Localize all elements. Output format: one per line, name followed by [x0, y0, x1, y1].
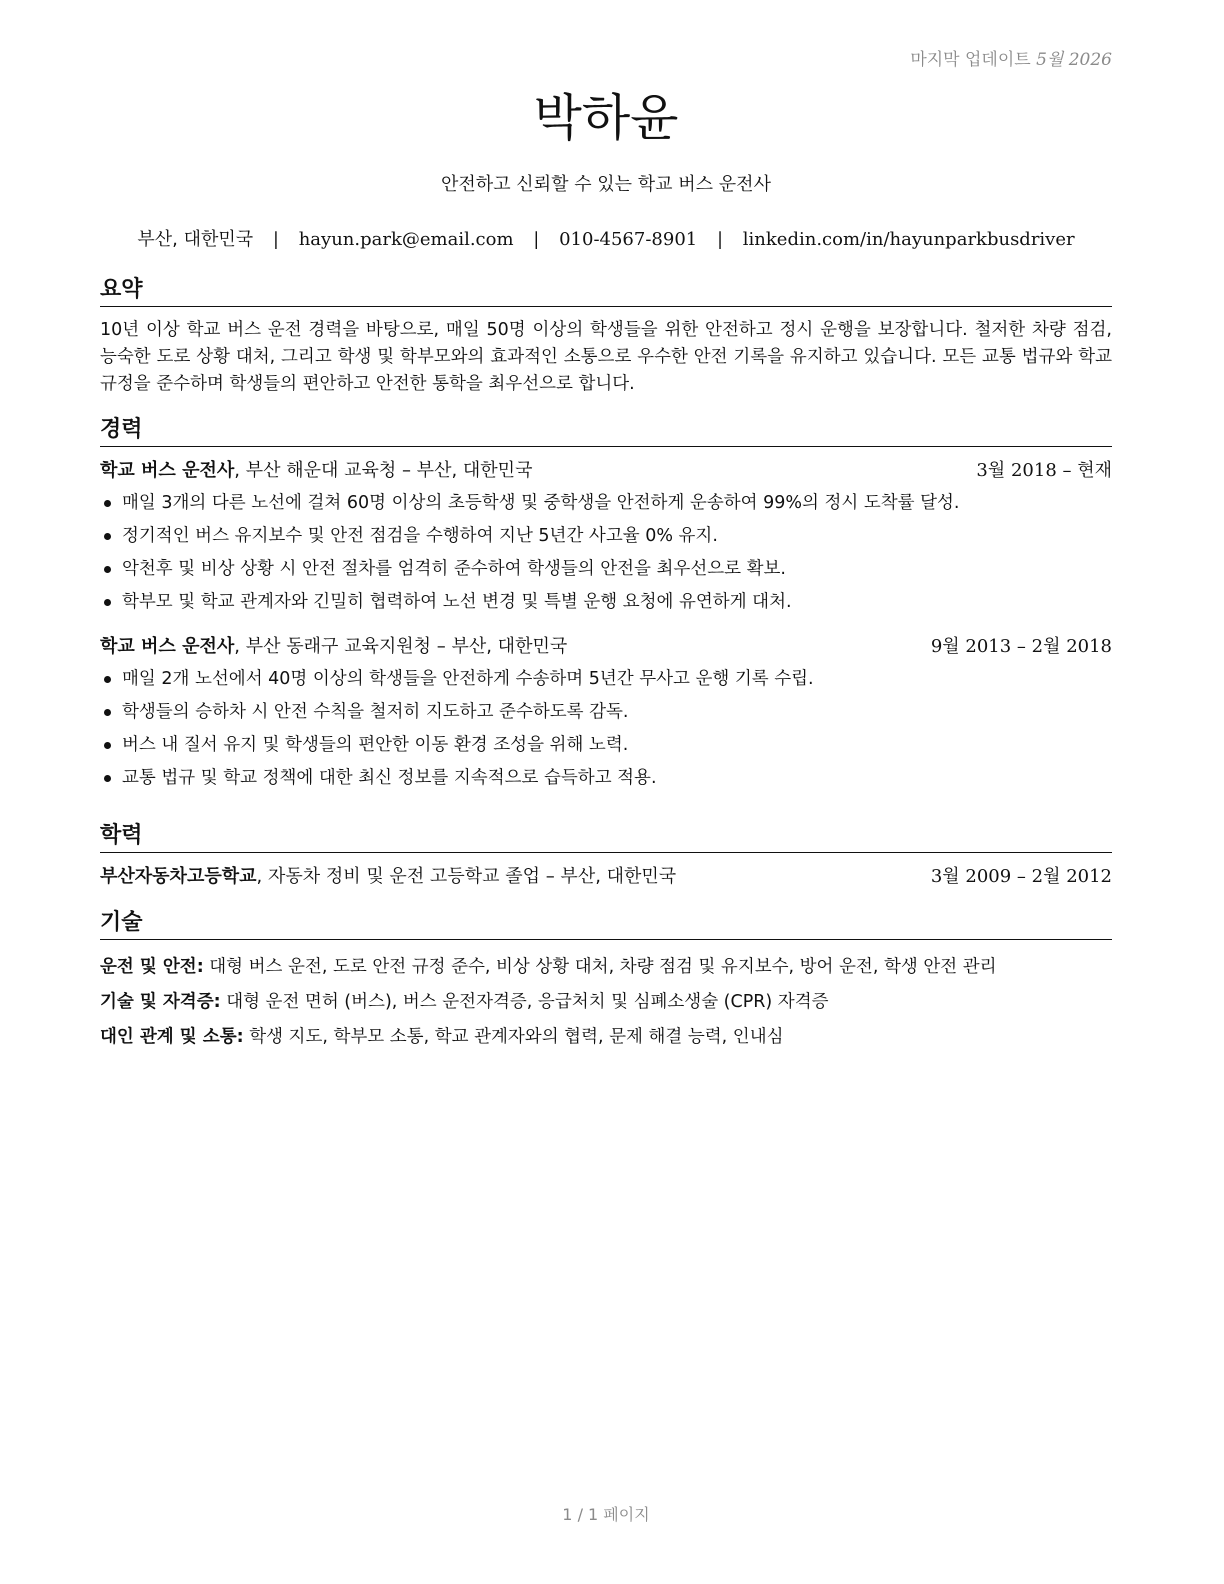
job-org: , 부산 동래구 교육지원청 – 부산, 대한민국	[234, 636, 568, 657]
summary-section	[100, 276, 1112, 398]
job-bullet: 매일 3개의 다른 노선에 걸쳐 60명 이상의 초등학생 및 중학생을 안전하게 운송하여 99%의 정시 도착률 달성.	[100, 487, 1112, 520]
contact-linkedin[interactable]: linkedin.com/in/hayunparkbusdriver	[742, 229, 1075, 250]
contact-separator: |	[716, 229, 724, 250]
contact-separator: |	[272, 229, 279, 250]
skill-label: 운전 및 안전:	[100, 957, 204, 977]
section-title-skills: 기술	[100, 909, 1112, 940]
job-bullet: 버스 내 질서 유지 및 학생들의 편안한 이동 환경 조성을 위해 노력.	[100, 729, 1112, 762]
education-school: 부산자동차고등학교	[100, 866, 257, 887]
job-dates: 9월 2013 – 2월 2018	[930, 636, 1112, 657]
skill-row	[100, 950, 1112, 985]
section-title-education: 학력	[100, 822, 1112, 853]
job-title-line	[100, 457, 532, 485]
job-bullet: 학부모 및 학교 관계자와 긴밀히 협력하여 노선 변경 및 특별 운행 요청에 유연하게 대처.	[100, 586, 1112, 619]
contact-separator: |	[533, 229, 540, 250]
job-header	[100, 633, 1112, 661]
last-updated	[910, 45, 1112, 70]
job-bullets	[100, 487, 1112, 619]
job-dates: 3월 2018 – 현재	[976, 460, 1112, 481]
contact-line	[100, 225, 1112, 251]
job-title-line	[100, 633, 567, 661]
tagline: 안전하고 신뢰할 수 있는 학교 버스 운전사	[441, 174, 771, 195]
last-updated-date: 5월 2026	[1036, 50, 1112, 70]
skill-label: 대인 관계 및 소통:	[100, 1027, 244, 1047]
job-role: 학교 버스 운전사	[100, 460, 235, 481]
job-bullet: 학생들의 승하차 시 안전 수칙을 철저히 지도하고 준수하도록 감독.	[100, 696, 1112, 729]
skill-value: 대형 운전 면허 (버스), 버스 운전자격증, 응급처치 및 심폐소생술 (CPR) 자격증	[220, 992, 829, 1012]
last-updated-label: 마지막 업데이트	[910, 50, 1031, 70]
skill-value: 대형 버스 운전, 도로 안전 규정 준수, 비상 상황 대처, 차량 점검 및 유지보수, 방어 운전, 학생 안전 관리	[203, 957, 997, 977]
summary-text: 10년 이상 학교 버스 운전 경력을 바탕으로, 매일 50명 이상의 학생들을 위한 안전하고 정시 운행을 보장합니다. 철저한 차량 점검, 능숙한 도로 상황 대처, 그리고 학생 및 학부모와의 효과적인 소통으로 우수한 안전 기록을 유지하고 있습니다. 모든 교통 법규와 학교 규정을 준수하며 학생들의 편안하고 안전한 통학을 최우선으로 합니다.	[100, 320, 1112, 394]
contact-location: 부산, 대한민국	[137, 229, 254, 250]
education-line	[100, 863, 676, 891]
job-org: , 부산 해운대 교육청 – 부산, 대한민국	[234, 460, 533, 481]
job-entry	[100, 457, 1112, 619]
skill-label: 기술 및 자격증:	[100, 992, 221, 1012]
experience-section	[100, 416, 1112, 809]
skill-row	[100, 985, 1112, 1020]
education-section	[100, 822, 1112, 891]
education-dates: 3월 2009 – 2월 2012	[930, 866, 1112, 887]
skill-value: 학생 지도, 학부모 소통, 학교 관계자와의 협력, 문제 해결 능력, 인내심	[243, 1027, 784, 1047]
job-bullet: 악천후 및 비상 상황 시 안전 절차를 엄격히 준수하여 학생들의 안전을 최우선으로 확보.	[100, 553, 1112, 586]
job-header	[100, 457, 1112, 485]
job-entry	[100, 633, 1112, 795]
education-detail: , 자동차 정비 및 운전 고등학교 졸업 – 부산, 대한민국	[256, 866, 677, 887]
education-entry	[100, 863, 1112, 891]
job-bullets	[100, 663, 1112, 795]
job-bullet: 매일 2개 노선에서 40명 이상의 학생들을 안전하게 수송하며 5년간 무사고 운행 기록 수립.	[100, 663, 1112, 696]
resume-page	[100, 0, 1112, 1584]
job-bullet: 교통 법규 및 학교 정책에 대한 최신 정보를 지속적으로 습득하고 적용.	[100, 762, 1112, 795]
skills-section	[100, 909, 1112, 1055]
section-title-summary: 요약	[100, 276, 1112, 307]
section-title-experience: 경력	[100, 416, 1112, 447]
job-role: 학교 버스 운전사	[100, 636, 235, 657]
skill-row	[100, 1020, 1112, 1055]
contact-phone: 010-4567-8901	[559, 229, 698, 250]
contact-email[interactable]: hayun.park@email.com	[298, 229, 514, 250]
page-number: 1 / 1 페이지	[562, 1505, 650, 1524]
candidate-name: 박하윤	[533, 89, 679, 147]
job-bullet: 정기적인 버스 유지보수 및 안전 점검을 수행하여 지난 5년간 사고율 0% 유지.	[100, 520, 1112, 553]
